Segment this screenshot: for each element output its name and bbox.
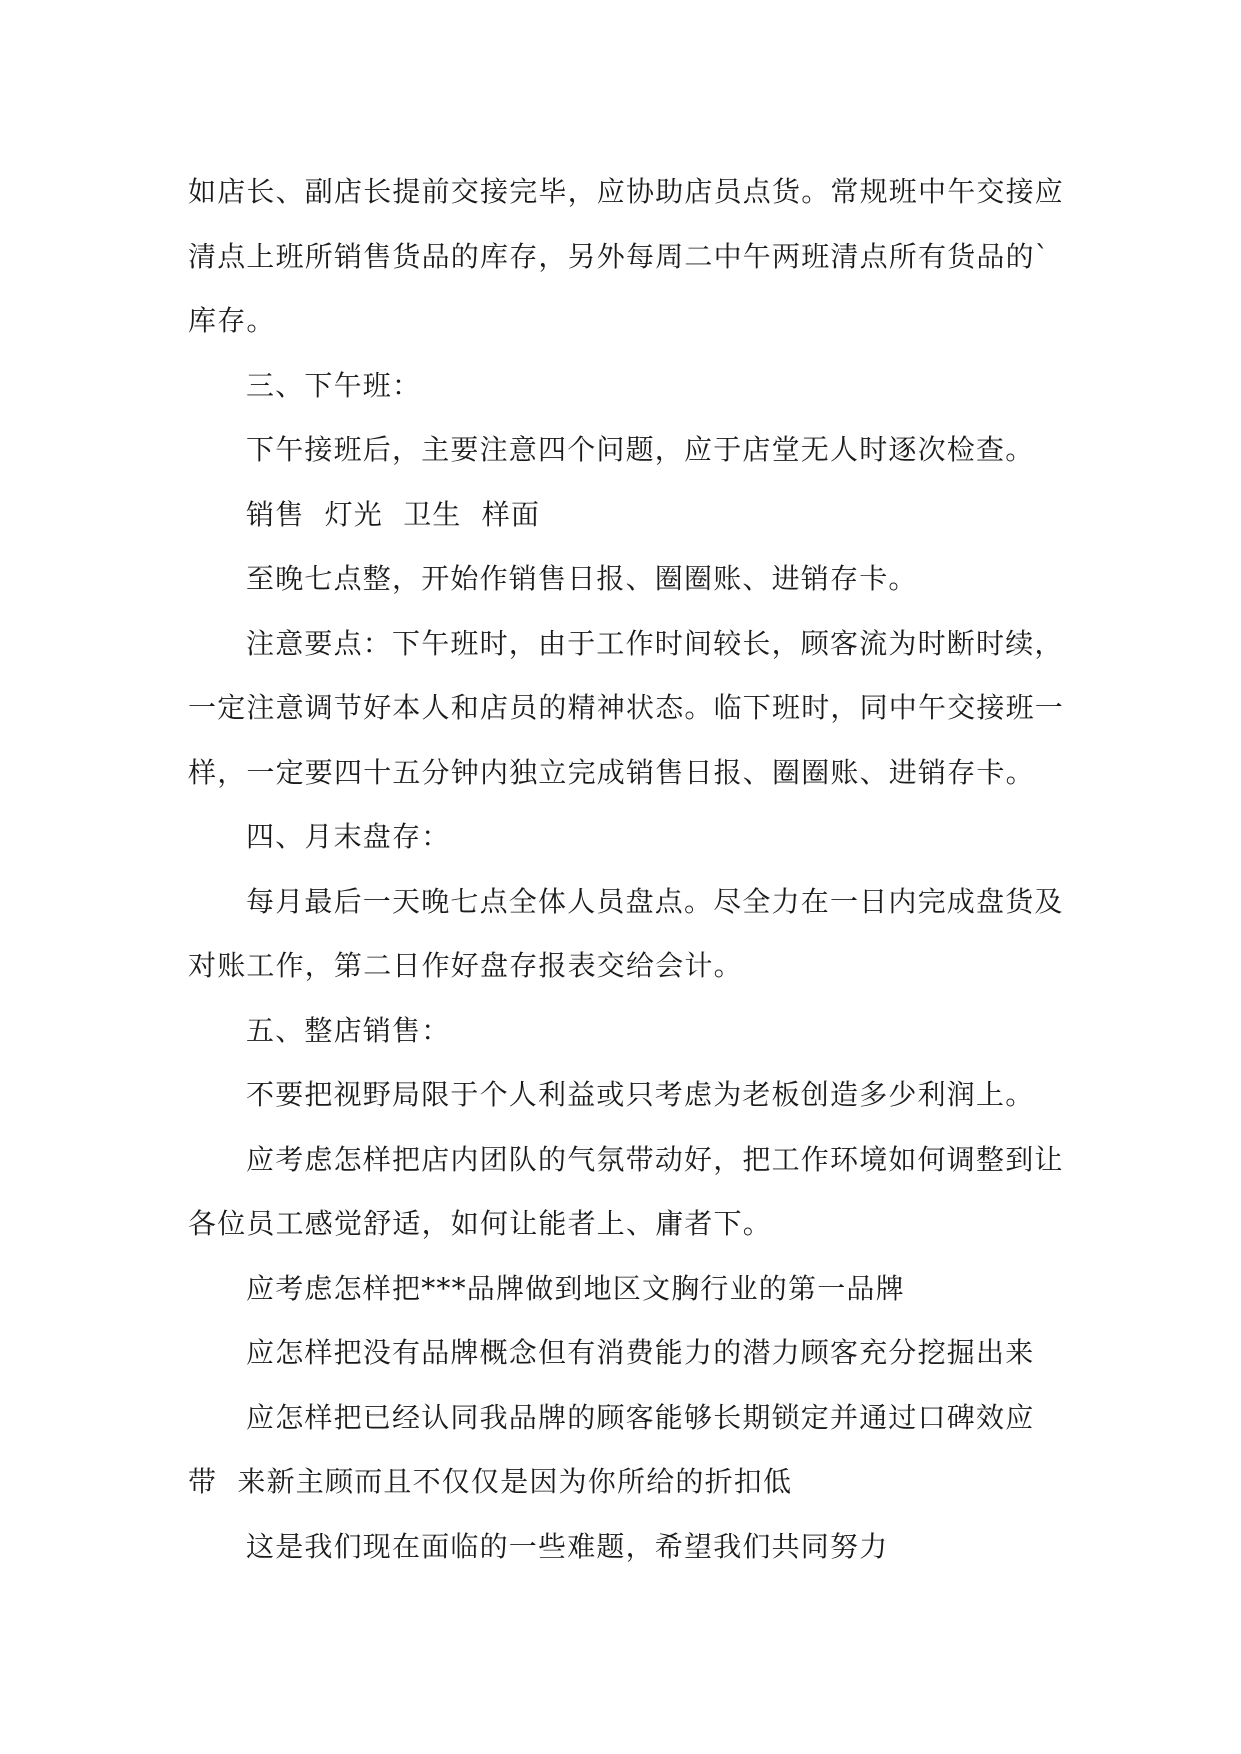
section-heading-month-end-inventory: 四、月末盘存： [246,820,451,853]
text-line: 样，一定要四十五分钟内独立完成销售日报、圈圈账、进销存卡。 [188,755,1035,789]
text-line: 一定注意调节好本人和店员的精神状态。临下班时，同中午交接班一 [188,691,1065,724]
text-line: 每月最后一天晚七点全体人员盘点。尽全力在一日内完成盘货及 [246,884,1064,918]
section-heading-store-sales: 五、整店销售： [246,1013,451,1047]
text-line: 至晚七点整，开始作销售日报、圈圈账、进销存卡。 [246,562,918,595]
text-line: 清点上班所销售货品的库存，另外每周二中午两班清点所有货品的` [188,239,1051,273]
text-line: 带 来新主顾而且不仅仅是因为你所给的折扣低 [188,1465,793,1498]
section-heading-afternoon-shift: 三、下午班： [246,368,422,402]
text-line: 注意要点：下午班时，由于工作时间较长，顾客流为时断时续， [246,626,1064,660]
text-line: 应怎样把没有品牌概念但有消费能力的潜力顾客充分挖掘出来 [246,1336,1035,1369]
text-line: 如店长、副店长提前交接完毕，应协助店员点货。常规班中午交接应 [188,175,1065,208]
checklist-items: 销售 灯光 卫生 样面 [246,497,541,531]
text-line: 对账工作，第二日作好盘存报表交给会计。 [188,949,743,982]
text-line: 下午接班后，主要注意四个问题，应于店堂无人时逐次检查。 [246,433,1035,466]
text-line: 应考虑怎样把***品牌做到地区文胸行业的第一品牌 [246,1271,905,1305]
text-line: 应怎样把已经认同我品牌的顾客能够长期锁定并通过口碑效应 [246,1400,1035,1434]
text-line: 这是我们现在面临的一些难题，希望我们共同努力 [246,1529,889,1563]
text-line: 各位员工感觉舒适，如何让能者上、庸者下。 [188,1207,773,1240]
text-line: 应考虑怎样把店内团队的气氛带动好，把工作环境如何调整到让 [246,1142,1064,1176]
document-body [188,160,1068,1579]
text-line: 库存。 [188,304,276,337]
text-line: 不要把视野局限于个人利益或只考虑为老板创造多少利润上。 [246,1078,1035,1111]
